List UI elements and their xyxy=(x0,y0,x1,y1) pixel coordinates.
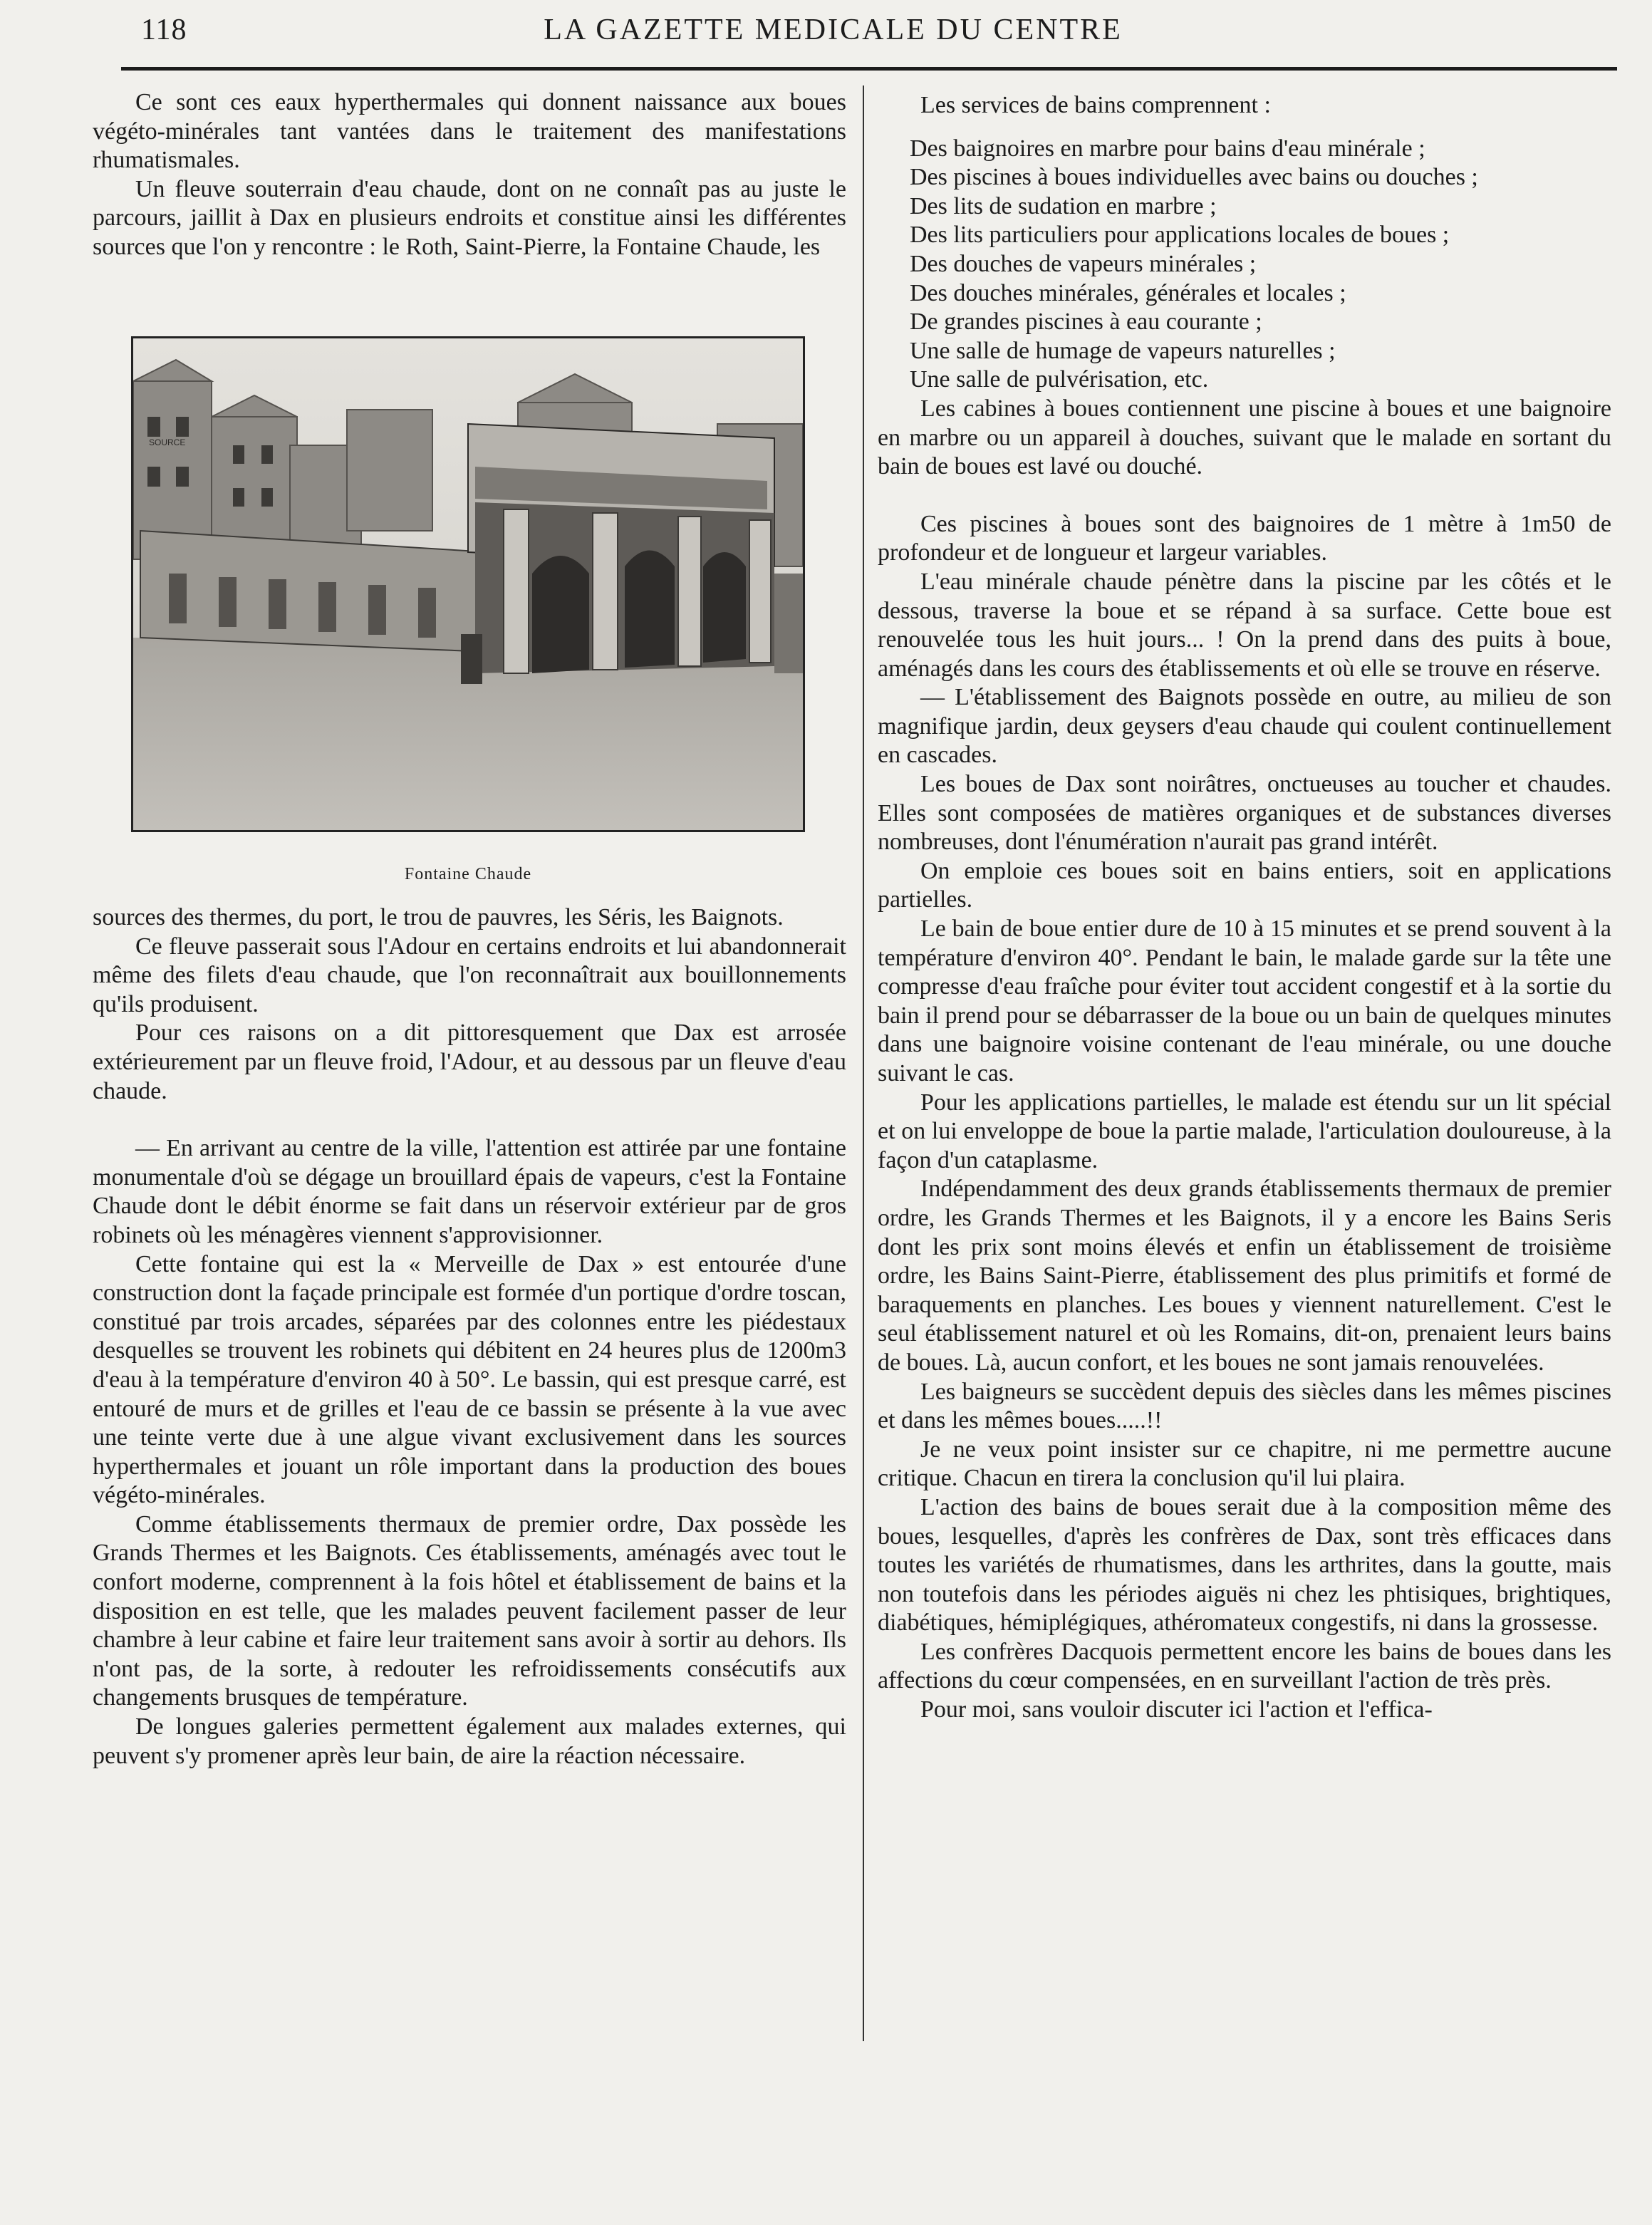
list-item: Des piscines à boues individuelles avec bains ou douches ; xyxy=(910,164,1478,191)
list-item: Des lits de sudation en marbre ; xyxy=(910,192,1217,219)
paragraph: Ces piscines à boues sont des baignoires de 1 mètre à 1m50 de profondeur et de longueur et largeur variables. xyxy=(878,510,1611,566)
paragraph: Pour moi, sans vouloir discuter ici l'action et l'effica- xyxy=(920,1696,1433,1723)
paragraph: L'action des bains de boues serait due à la composition même des boues, lesquelles, d'après les confrères de Dax, sont très efficaces dans toutes les variétés de rhumatismes, dans les arthrites, dans la goutte, mais non toutefois dans les périodes aiguës ni chez les phtisiques, brightiques, diabétiques, hémiplégiques, athéromateux congestifs, ni dans la grossesse. xyxy=(878,1493,1611,1637)
paragraph: Ce sont ces eaux hyperthermales qui donnent naissance aux boues végéto-minérales tant vantées dans le traitement des manifestations rhumatismales. xyxy=(93,89,846,174)
list-item: Des baignoires en marbre pour bains d'eau minérale ; xyxy=(910,135,1425,162)
list-item: De grandes piscines à eau courante ; xyxy=(910,308,1262,336)
list-item: Une salle de pulvérisation, etc. xyxy=(910,366,1209,393)
right-column xyxy=(878,91,1611,1725)
sign-text: SOURCE xyxy=(149,437,186,447)
paragraph: sources des thermes, du port, le trou de pauvres, les Séris, les Baignots. xyxy=(93,904,784,930)
page-header xyxy=(0,10,1652,53)
paragraph: Ce fleuve passerait sous l'Adour en certains endroits et lui abandonnerait même des filets d'eau chaude, que l'on reconnaîtrait aux bouillonnements qu'ils produisent. xyxy=(93,933,846,1017)
list-item: Des douches de vapeurs minérales ; xyxy=(910,250,1257,277)
page-number: 118 xyxy=(141,14,187,46)
list-item: Des douches minérales, générales et locales ; xyxy=(910,279,1346,306)
column-divider xyxy=(863,85,864,2041)
paragraph: Pour les applications partielles, le malade est étendu sur un lit spécial et on lui enveloppe de boue la partie malade, l'articulation douloureuse, à la façon d'un cataplasme. xyxy=(878,1089,1611,1173)
paragraph: Les baigneurs se succèdent depuis des siècles dans les mêmes piscines et dans les mêmes boues.....!! xyxy=(878,1378,1611,1434)
paragraph: Un fleuve souterrain d'eau chaude, dont on ne connaît pas au juste le parcours, jaillit à Dax en plusieurs endroits et constitue ainsi les différentes sources que l'on y rencontre : le Roth, Saint-Pierre, la Fontaine Chaude, les xyxy=(93,175,846,260)
left-column-bottom xyxy=(93,903,846,1770)
journal-title: LA GAZETTE MEDICALE DU CENTRE xyxy=(544,14,1123,46)
paragraph: Je ne veux point insister sur ce chapitre, ni me permettre aucune critique. Chacun en tirera la conclusion qu'il lui plaira. xyxy=(878,1436,1611,1492)
paragraph: — En arrivant au centre de la ville, l'attention est attirée par une fontaine monumentale d'où se dégage un brouillard épais de vapeurs, c'est la Fontaine Chaude dont le débit énorme se fait dans un réservoir extérieur par de gros robinets où les ménagères viennent s'approvisionner. xyxy=(93,1135,846,1248)
paragraph: De longues galeries permettent également aux malades externes, qui peuvent s'y promener après leur bain, de aire la réaction nécessaire. xyxy=(93,1713,846,1769)
paragraph: Les boues de Dax sont noirâtres, onctueuses au toucher et chaudes. Elles sont composées de matières organiques et de substances diverses nombreuses, dont l'énumération n'aurait pas grand intérêt. xyxy=(878,771,1611,856)
paragraph: Le bain de boue entier dure de 10 à 15 minutes et se prend souvent à la température d'environ 40°. Pendant le bain, le malade garde sur la tête une compresse d'eau fraîche pour éviter tout accident congestif et à la sortie du bain il prend pour se débarrasser de la boue ou un bain de quelques minutes dans une baignoire voisine contenant de l'eau minérale, ou une douche suivant le cas. xyxy=(878,916,1611,1086)
left-column-top xyxy=(93,88,846,262)
paragraph: Indépendamment des deux grands établissements thermaux de premier ordre, les Grands Thermes et les Baignots, il y a encore les Bains Seris dont les prix sont moins élevés et enfin un établissement de troisième ordre, les Bains Saint-Pierre, établissement des plus primitifs et formé de baraquements en planches. Les boues y viennent naturellement. C'est le seul établissement naturel et où les Romains, dit-on, prenaient leurs bains de boues. Là, aucun confort, et les boues ne sont jamais renouvelées. xyxy=(878,1176,1611,1376)
list-item: Une salle de humage de vapeurs naturelles ; xyxy=(910,337,1336,364)
paragraph: Les cabines à boues contiennent une piscine à boues et une baignoire en marbre ou un appareil à douches, suivant que le malade en sortant du bain de boues est lavé ou douché. xyxy=(878,395,1611,480)
header-rule xyxy=(121,67,1617,71)
paragraph: Comme établissements thermaux de premier ordre, Dax possède les Grands Thermes et les Baignots. Ces établissements, aménagés avec tout le confort moderne, comprennent à la fois hôtel et établissement de bains et la disposition en est telle, que les malades peuvent facilement passer de leur chambre à leur cabine et faire leur traitement sans avoir à sortir au dehors. Ils n'ont pas, de la sorte, à redouter les refroidissements consécutifs aux changements brusques de température. xyxy=(93,1510,846,1711)
paragraph: On emploie ces boues soit en bains entiers, soit en applications partielles. xyxy=(878,857,1611,913)
figure-caption: Fontaine Chaude xyxy=(404,865,532,883)
paragraph: — L'établissement des Baignots possède en outre, au milieu de son magnifique jardin, deux geysers d'eau chaude qui coulent continuellement en cascades. xyxy=(878,684,1611,769)
paragraph: Les confrères Dacquois permettent encore les bains de boues dans les affections du cœur compensées, en en surveillant l'action de très près. xyxy=(878,1638,1611,1694)
list-item: Des lits particuliers pour applications locales de boues ; xyxy=(910,222,1450,249)
paragraph: Cette fontaine qui est la « Merveille de Dax » est entourée d'une construction dont la façade principale est formée d'un portique d'ordre toscan, constitué par trois arcades, séparées par des colonnes entre les piédestaux desquelles se trouvent les robinets qui débitent en 24 heures plus de 1200m3 d'eau à la température d'environ 40 à 50°. Le bassin, qui est presque carré, est entouré de murs et de grilles et l'eau de ce bassin se présente à la vue avec une teinte verte due à une algue vivant exclusivement dans les sources hyperthermales et jouant un rôle important dans la production des boues végéto-minérales. xyxy=(93,1250,846,1509)
paragraph: L'eau minérale chaude pénètre dans la piscine par les côtés et le dessous, traverse la boue et se répand à sa surface. Cette boue est renouvelée tous les huit jours... ! On la prend dans des puits à boue, aménagés dans les cours des établissements et où elle se trouve en réserve. xyxy=(878,568,1611,682)
fontaine-chaude-photo xyxy=(131,336,805,832)
paragraph: Pour ces raisons on a dit pittoresquement que Dax est arrosée extérieurement par un fleuve froid, l'Adour, et au dessous par un fleuve d'eau chaude. xyxy=(93,1020,846,1104)
list-intro: Les services de bains comprennent : xyxy=(920,92,1271,118)
